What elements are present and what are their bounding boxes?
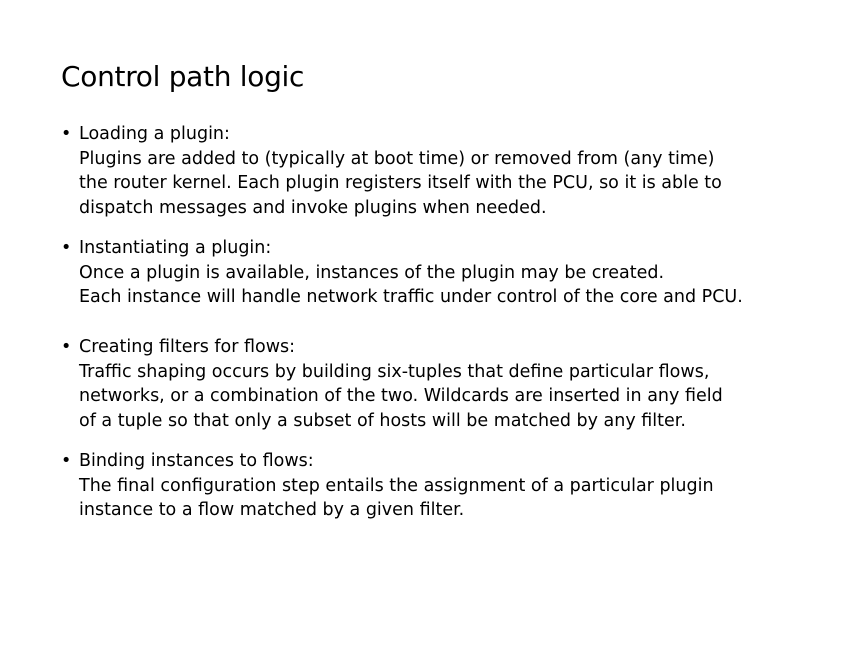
bullet-heading-row bbox=[61, 236, 841, 261]
bullet-icon: • bbox=[61, 337, 72, 357]
slide-title: Control path logic bbox=[61, 60, 305, 93]
bullet-heading-row bbox=[61, 449, 841, 474]
bullet-instantiating-plugin bbox=[61, 236, 841, 310]
bullet-heading-row bbox=[61, 122, 841, 147]
bullet-body-line: Each instance will handle network traffic under control of the core and PCU. bbox=[79, 287, 743, 307]
bullet-body-line: dispatch messages and invoke plugins when needed. bbox=[79, 197, 547, 218]
bullet-body-line: Plugins are added to (typically at boot time) or removed from (any time) bbox=[79, 148, 715, 169]
bullet-body-line: The final configuration step entails the assignment of a particular plugin bbox=[79, 475, 714, 496]
bullet-binding-instances bbox=[61, 449, 841, 523]
bullet-body-line: Once a plugin is available, instances of the plugin may be created. bbox=[79, 262, 665, 283]
bullet-icon: • bbox=[61, 451, 72, 471]
bullet-body-line: of a tuple so that only a subset of hosts will be matched by any filter. bbox=[79, 410, 686, 431]
bullet-body-line: networks, or a combination of the two. Wildcards are inserted in any field bbox=[79, 386, 723, 406]
bullet-loading-plugin bbox=[61, 122, 841, 220]
bullet-creating-filters bbox=[61, 335, 841, 433]
bullet-heading-row bbox=[61, 335, 841, 360]
bullet-heading: Loading a plugin: bbox=[79, 124, 230, 144]
bullet-heading: Creating filters for flows: bbox=[79, 337, 296, 357]
bullet-heading: Instantiating a plugin: bbox=[79, 238, 272, 258]
bullet-heading: Binding instances to flows: bbox=[79, 451, 314, 471]
bullet-body-line: the router kernel. Each plugin registers itself with the PCU, so it is able to bbox=[79, 173, 722, 193]
bullet-body-line: Traffic shaping occurs by building six-tuples that define particular flows, bbox=[79, 361, 710, 382]
bullet-body-line: instance to a flow matched by a given filter. bbox=[79, 500, 465, 520]
bullet-icon: • bbox=[61, 238, 72, 258]
bullet-icon: • bbox=[61, 124, 72, 144]
